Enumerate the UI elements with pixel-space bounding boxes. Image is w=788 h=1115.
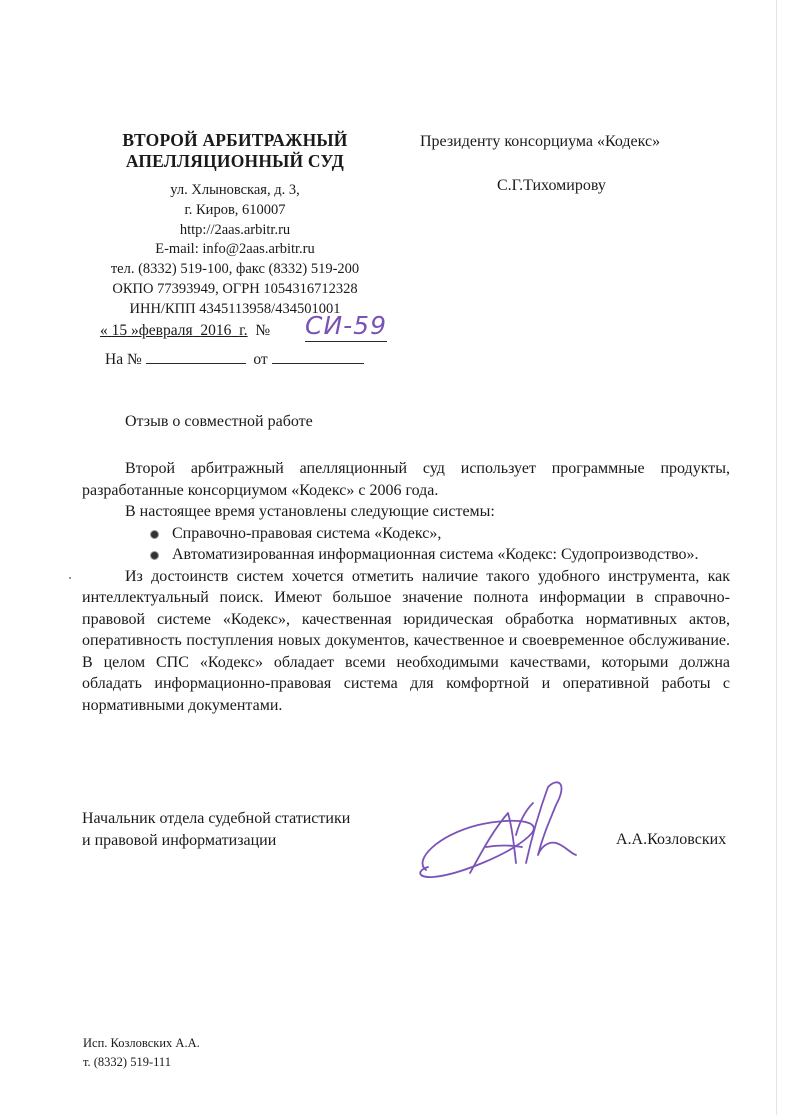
reply-date-blank bbox=[272, 349, 364, 364]
sender-contact-block bbox=[60, 181, 410, 320]
sender-okpo-ogrn: ОКПО 77393949, ОГРН 1054316712328 bbox=[112, 280, 358, 297]
reply-reference-line bbox=[105, 349, 364, 369]
date-year-suffix: г. bbox=[239, 322, 248, 339]
bullet-icon bbox=[150, 530, 159, 539]
body-paragraph-2: В настоящее время установлены следующие системы: bbox=[125, 503, 495, 520]
sender-org-name bbox=[110, 130, 360, 172]
list-item bbox=[172, 523, 730, 545]
reply-label: На № bbox=[105, 351, 142, 368]
scan-speck bbox=[69, 577, 71, 579]
number-sign: № bbox=[255, 322, 271, 339]
sender-email: E-mail: info@2aas.arbitr.ru bbox=[155, 241, 315, 258]
date-day: 15 bbox=[111, 322, 128, 339]
sender-inn-kpp: ИНН/КПП 4345113958/434501001 bbox=[129, 300, 341, 317]
systems-list bbox=[82, 523, 730, 566]
org-name-line1: ВТОРОЙ АРБИТРАЖНЫЙ bbox=[122, 130, 348, 150]
date-open-quote: « bbox=[100, 322, 108, 339]
reply-from-label: от bbox=[253, 351, 268, 368]
addressee-name: С.Г.Тихомирову bbox=[497, 177, 606, 194]
date-close-quote: » bbox=[131, 322, 139, 339]
sender-city: г. Киров, 610007 bbox=[184, 201, 286, 218]
sender-website: http://2aas.arbitr.ru bbox=[179, 221, 291, 238]
position-line2: и правовой информатизации bbox=[82, 831, 277, 849]
position-line1: Начальник отдела судебной статистики bbox=[82, 810, 351, 827]
letter-body bbox=[82, 458, 730, 716]
list-item bbox=[172, 544, 730, 566]
date-year: 2016 bbox=[200, 322, 232, 339]
date-day-field bbox=[100, 322, 139, 339]
list-item-text: Автоматизированная информационная система «Кодекс: Судопроизводство». bbox=[172, 546, 699, 563]
handwritten-reg-number: СИ-59 bbox=[305, 311, 387, 340]
bullet-icon bbox=[150, 551, 159, 560]
addressee-block bbox=[420, 132, 710, 196]
letter-subject: Отзыв о совместной работе bbox=[125, 413, 313, 430]
registration-date-line bbox=[100, 322, 270, 340]
org-name-line2: АПЕЛЛЯЦИОННЫЙ СУД bbox=[125, 151, 345, 171]
reply-number-blank bbox=[146, 349, 246, 364]
body-paragraph-1: Второй арбитражный апелляционный суд использует программные продукты, разработанные консорциумом «Кодекс» с 2006 года. bbox=[82, 460, 730, 499]
signatory-name: А.А.Козловских bbox=[616, 831, 727, 848]
scan-edge-line bbox=[776, 0, 777, 1115]
executor-name: Исп. Козловских А.А. bbox=[83, 1036, 200, 1050]
list-item-text: Справочно-правовая система «Кодекс», bbox=[172, 524, 442, 542]
body-paragraph-3: Из достоинств систем хочется отметить наличие такого удобного инструмента, как интеллектуальный поиск. Имеют большое значение полнота информации в справочно-правовой системе «Кодекс», качественная юридическая обработка нормативных актов, оперативность поступления новых документов, качественное и своевременное обслуживание. В целом СПС «Кодекс» обладает всеми необходимыми качествами, которыми должна обладать информационно-правовая система для комфортной и оперативной работы с нормативными документами. bbox=[82, 567, 730, 714]
addressee-title: Президенту консорциума «Кодекс» bbox=[420, 133, 661, 150]
executor-block bbox=[83, 1034, 200, 1072]
handwritten-signature bbox=[408, 775, 598, 890]
date-month: февраля bbox=[138, 322, 193, 339]
signatory-position bbox=[82, 808, 350, 851]
sender-phone-fax: тел. (8332) 519-100, факс (8332) 519-200 bbox=[110, 261, 360, 278]
sender-street: ул. Хлыновская, д. 3, bbox=[170, 182, 300, 198]
executor-phone: т. (8332) 519-111 bbox=[83, 1055, 171, 1069]
